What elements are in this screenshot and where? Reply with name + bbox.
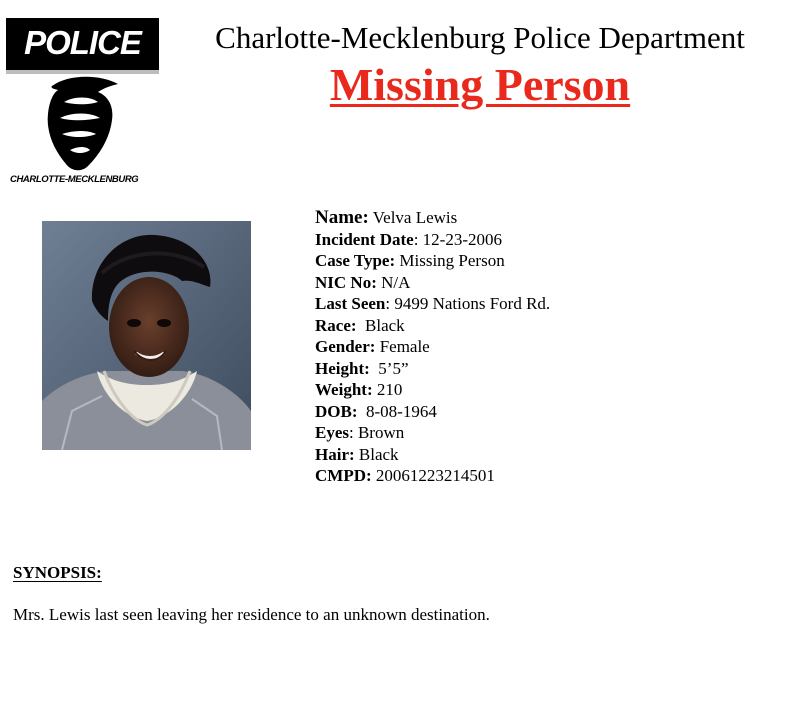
detail-value: : Brown bbox=[349, 423, 405, 442]
detail-row-hair bbox=[315, 444, 550, 466]
detail-label: Height: bbox=[315, 358, 370, 378]
police-hornet-head-icon bbox=[38, 72, 130, 176]
detail-label: Last Seen bbox=[315, 294, 386, 313]
detail-label: NIC No: bbox=[315, 272, 377, 292]
detail-row-height bbox=[315, 358, 550, 380]
detail-label: Weight: bbox=[315, 380, 373, 399]
detail-row-gender bbox=[315, 336, 550, 358]
detail-value: Velva Lewis bbox=[368, 208, 458, 227]
detail-row-weight bbox=[315, 379, 550, 401]
detail-value: 20061223214501 bbox=[371, 466, 495, 485]
police-logo-wordmark: POLICE bbox=[6, 18, 159, 70]
detail-row-case-type bbox=[315, 250, 550, 272]
detail-label: Name: bbox=[315, 207, 369, 228]
missing-person-photo bbox=[42, 221, 251, 450]
synopsis-heading: SYNOPSIS: bbox=[13, 563, 102, 582]
page-title: Missing Person bbox=[329, 59, 631, 110]
detail-label: Gender: bbox=[315, 337, 376, 356]
detail-value: N/A bbox=[376, 272, 411, 292]
detail-row-nic-no bbox=[315, 272, 550, 294]
detail-label: Incident Date bbox=[315, 229, 414, 249]
detail-label: Hair: bbox=[315, 444, 355, 464]
synopsis-text: Mrs. Lewis last seen leaving her residence to an unknown destination. bbox=[13, 605, 490, 624]
detail-row-dob bbox=[315, 401, 550, 423]
detail-label: Case Type: bbox=[315, 251, 396, 270]
police-logo-caption: CHARLOTTE-MECKLENBURG bbox=[10, 174, 139, 185]
police-logo bbox=[6, 18, 166, 190]
person-details bbox=[315, 207, 550, 487]
detail-row-name bbox=[315, 207, 550, 229]
detail-value: 8-08-1964 bbox=[357, 401, 437, 421]
department-name: Charlotte-Mecklenburg Police Department bbox=[215, 20, 745, 55]
detail-value: 5’5” bbox=[369, 358, 409, 378]
detail-value: : 9499 Nations Ford Rd. bbox=[385, 294, 551, 313]
detail-row-race bbox=[315, 315, 550, 337]
detail-row-last-seen bbox=[315, 293, 550, 315]
detail-row-eyes bbox=[315, 422, 550, 444]
detail-row-incident-date bbox=[315, 229, 550, 251]
detail-label: Race: bbox=[315, 315, 357, 335]
detail-value: 210 bbox=[372, 380, 403, 399]
portrait-image bbox=[42, 221, 251, 450]
detail-value: Missing Person bbox=[395, 251, 505, 270]
detail-value: Black bbox=[356, 315, 405, 335]
detail-value: Black bbox=[354, 444, 399, 464]
detail-row-cmpd bbox=[315, 465, 550, 487]
detail-value: : 12-23-2006 bbox=[413, 229, 502, 249]
detail-label: Eyes bbox=[315, 423, 349, 442]
detail-label: DOB: bbox=[315, 401, 358, 421]
detail-label: CMPD: bbox=[315, 466, 372, 485]
detail-value: Female bbox=[375, 337, 430, 356]
